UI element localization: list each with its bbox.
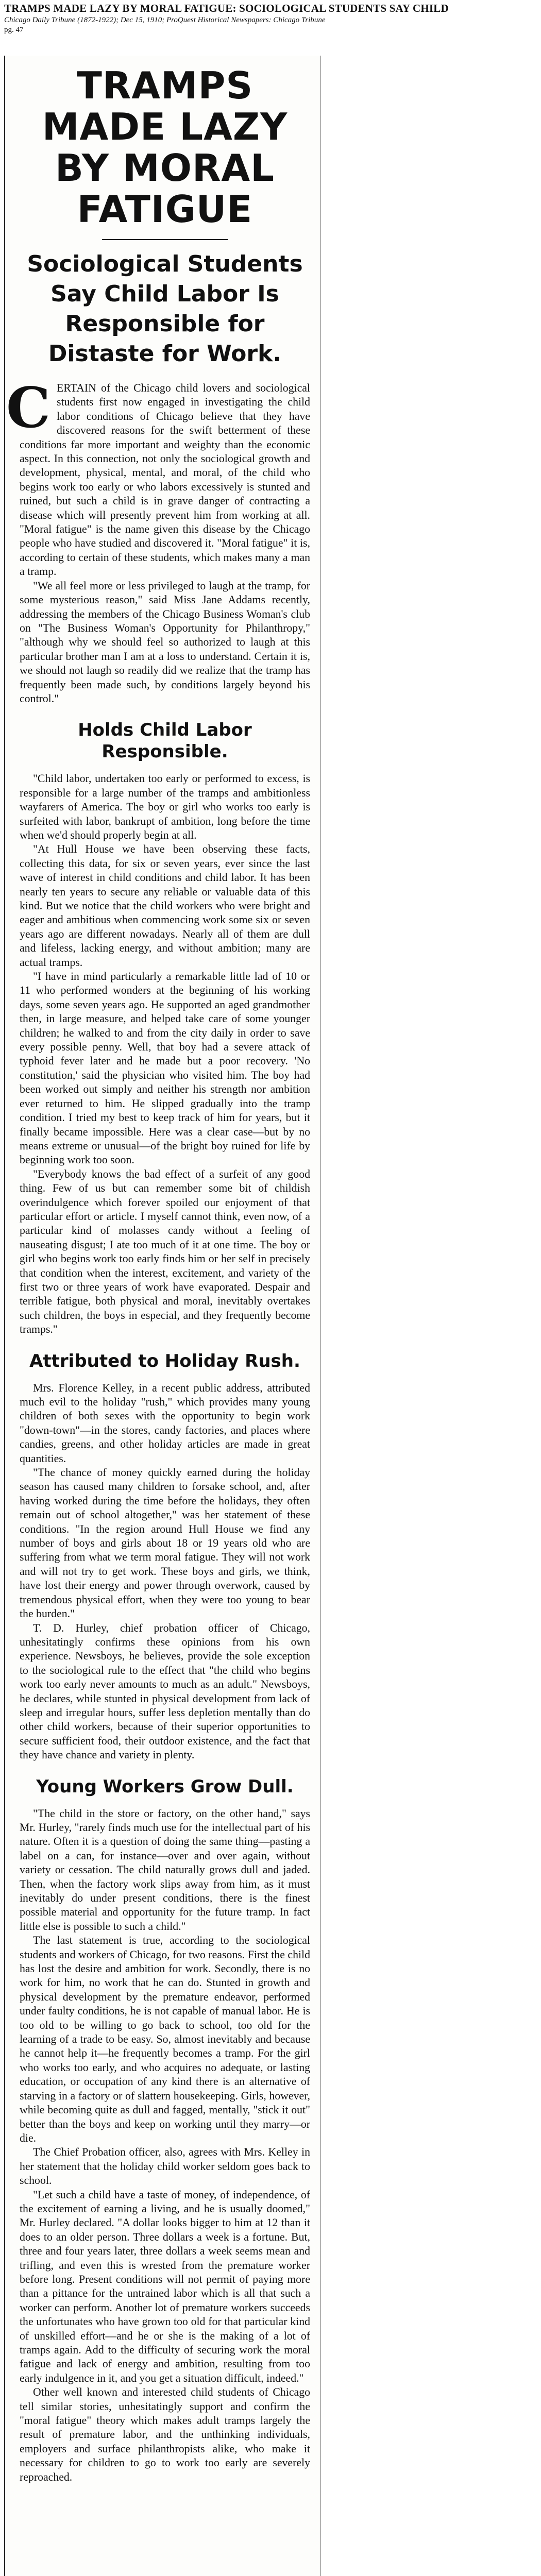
drop-cap: C	[6, 376, 50, 440]
paragraph: "We all feel more or less privileged to laugh at the tramp, for some mysterious reason," said Miss Jane Addams recently, addressing the members of the Chicago Business Woman's club on "The Business Woman's Opportunity for Philanthropy," "although why we should feel so authorized to laugh at this particular brother man I am at a loss to understand. Certain it is, we should not laugh so readily did we realize that the tramp has frequently been made such, by conditions largely beyond his control."	[20, 579, 310, 705]
paragraph: The last statement is true, according to the sociological students and workers of Chicago, for two reasons. First the child has lost the desire and ambition for work. Secondly, there is no work for him, no work that he can do. Stunted in growth and physical development by the premature endeavor, performed under faulty conditions, he is not capable of manual labor. He is too old to be willing to go back to school, too old for the learning of a trade to be easy. So, almost inevitably and because he cannot help it—he frequently becomes a tramp. For the girl who works too early, and who acquires no adequate, or lasting education, or occupation of any kind there is an alternative of starving in a factory or of slattern housekeeping. Girls, however, while becoming quite as dull and fagged, mentally, "stick it out" better than the boys and keep on working until they marry—or die.	[20, 1934, 310, 2144]
paragraph: The Chief Probation officer, also, agrees with Mrs. Kelley in her statement that the holiday child worker seldom goes back to school.	[20, 2146, 310, 2187]
citation-page: pg. 47	[4, 26, 24, 34]
citation-header	[4, 2, 535, 35]
paragraph: "Everybody knows the bad effect of a surfeit of any good thing. Few of us but can remember some bit of childish overindulgence which forever spoiled our enjoyment of that particular effort or article. I myself cannot think, even now, of a particular kind of molasses candy without a feeling of nauseating disgust; I ate too much of it at one time. The boy or girl who begins work too early finds him or her self in precisely that condition when the interest, excitement, and variety of the first two or three years of work have evaporated. Despair and terrible fatigue, both physical and moral, inevitably overtakes such children, the boys in especial, and they frequently become tramps."	[20, 1167, 310, 1336]
citation-source: Chicago Daily Tribune (1872-1922); Dec 15, 1910; ProQuest Historical Newspapers: Chicago Tribune	[4, 16, 326, 24]
paragraph: "The child in the store or factory, on the other hand," says Mr. Hurley, "rarely finds much use for the intellectual part of his nature. Often it is a question of doing the same thing—pasting a label on a can, for instance—over and over again, without variety or cessation. The child naturally grows dull and jaded. Then, when the factory work slips away from him, as it must inevitably do under present conditions, there is the finest possible material and opportunity for the future tramp. In fact little else is possible to such a child."	[20, 1807, 310, 1933]
headline	[20, 65, 310, 230]
headline-line-1: TRAMPS MADE LAZY	[42, 64, 288, 148]
paragraph: "At Hull House we have been observing these facts, collecting this data, for six or seven years, ever since the last wave of interest in child conditions and child labor. It has been nearly ten years to secure any reliable or valuable data of this kind. But we notice that the child workers who were bright and eager and ambitious when commencing work some six or seven years ago are different nowadays. Nearly all of them are dull and lifeless, lacking energy, and without ambition; many are actual tramps.	[20, 843, 310, 969]
subhead-young-workers: Young Workers Grow Dull.	[36, 1776, 294, 1797]
deck: Sociological Students Say Child Labor Is Responsible for Distaste for Work.	[27, 251, 303, 367]
intro-text: ERTAIN of the Chicago child lovers and sociological students first now engaged in investigating the child labor conditions of Chicago believe that they have discovered reasons for the swift betterment of these conditions far more important and weighty than the economic aspect. In this connection, not only the sociological growth and development, physical, mental, and moral, of the child who begins work too early or who labors excessively is stunted and ruined, but such a child is in grave danger of contracting a disease which will presently prevent him from working at all. "Moral fatigue" is the name given this disease by the Chicago people who have studied and discovered it. "Moral fatigue" it is, according to certain of these students, which makes many a man a tramp.	[20, 382, 310, 578]
headline-rule	[102, 239, 228, 240]
citation-title: TRAMPS MADE LAZY BY MORAL FATIGUE: SOCIOLOGICAL STUDENTS SAY CHILD	[4, 2, 449, 14]
paragraph: Mrs. Florence Kelley, in a recent public address, attributed much evil to the holiday "rush," which provides many young children of both sexes with the opportunity to begin work "down-town"—in the stores, candy factories, and places where candies, greens, and other holiday articles are made in great quantities.	[20, 1381, 310, 1465]
paragraph: "The chance of money quickly earned during the holiday season has caused many children to forsake school, and, after having worked during the time before the holidays, they often remain out of school altogether," was her statement of these conditions. "In the region around Hull House we find any number of boys and girls about 18 or 19 years old who are suffering from what we term moral fatigue. They will not work and will not try to get work. These boys and girls, we think, have lost their energy and power through overwork, caused by tremendous physical effort, when they were too young to bear the burden."	[20, 1466, 310, 1620]
paragraph: "Let such a child have a taste of money, of independence, of the excitement of earning a living, and he is usually doomed," Mr. Hurley declared. "A dollar looks bigger to him at 12 than it does to an older person. Three dollars a week is a fortune. But, three and four years later, three dollars a week seems mean and trifling, and even this is wrested from the premature worker before long. Present conditions will not permit of paying more than a pittance for the untrained labor which is all that such a worker can perform. Another lot of premature workers succeeds the unfortunates who have grown too old for that particular kind of unskilled effort—and he or she is the making of a lot of tramps again. Add to the difficulty of securing work the moral fatigue and lack of energy and ambition, resulting from too early indulgence in it, and you get a situation difficult, indeed."	[20, 2188, 310, 2384]
subhead-holiday-rush: Attributed to Holiday Rush.	[29, 1350, 300, 1371]
paragraph-intro	[6, 376, 310, 579]
subhead-child-labor: Holds Child Labor Responsible.	[78, 720, 252, 762]
paragraph: "I have in mind particularly a remarkable little lad of 10 or 11 who performed wonders at the beginning of his working days, some seven years ago. He supported an aged grandmother then, in large measure, and helped take care of some younger children; he walked to and from the city daily in order to save every possible penny. Well, that boy had a severe attack of typhoid fever later and he made but a poor recovery. 'No constitution,' said the physician who visited him. The boy had been worked out simply and neither his strength nor ambition ever returned to him. He slipped gradually into the tramp condition. I tried my best to keep track of him for years, but it finally became impossible. Here was a clear case—but by no means extreme or unusual—of the bright boy ruined for life by beginning work too soon.	[20, 970, 310, 1166]
paragraph: T. D. Hurley, chief probation officer of Chicago, unhesitatingly confirms these opinions from his own experience. Newsboys, he believes, provide the sole exception to the sociological rule to the effect that "the child who begins work too early never amounts to much as an adult." Newsboys, he declares, while stunted in physical development from lack of sleep and irregular hours, suffer less depletion mentally than do other child workers, because of their superior opportunities to secure sufficient food, their outdoor existence, and the fact that they have chance and variety in plenty.	[20, 1621, 310, 1761]
paragraph: "Child labor, undertaken too early or performed to excess, is responsible for a large number of the tramps and ambitionless wayfarers of America. The boy or girl who works too early is surfeited with labor, bankrupt of ambition, long before the time when we'd should properly begin at all.	[20, 772, 310, 841]
paragraph: Other well known and interested child students of Chicago tell similar stories, unhesitatingly support and confirm the "moral fatigue" theory which makes adult tramps largely the result of premature labor, and the unthinking individuals, employers and surface philanthropists alike, who make it necessary for children to go to work too early are severely reproached.	[20, 2386, 310, 2483]
article-column	[4, 56, 321, 2576]
headline-line-2: BY MORAL FATIGUE	[55, 146, 275, 231]
